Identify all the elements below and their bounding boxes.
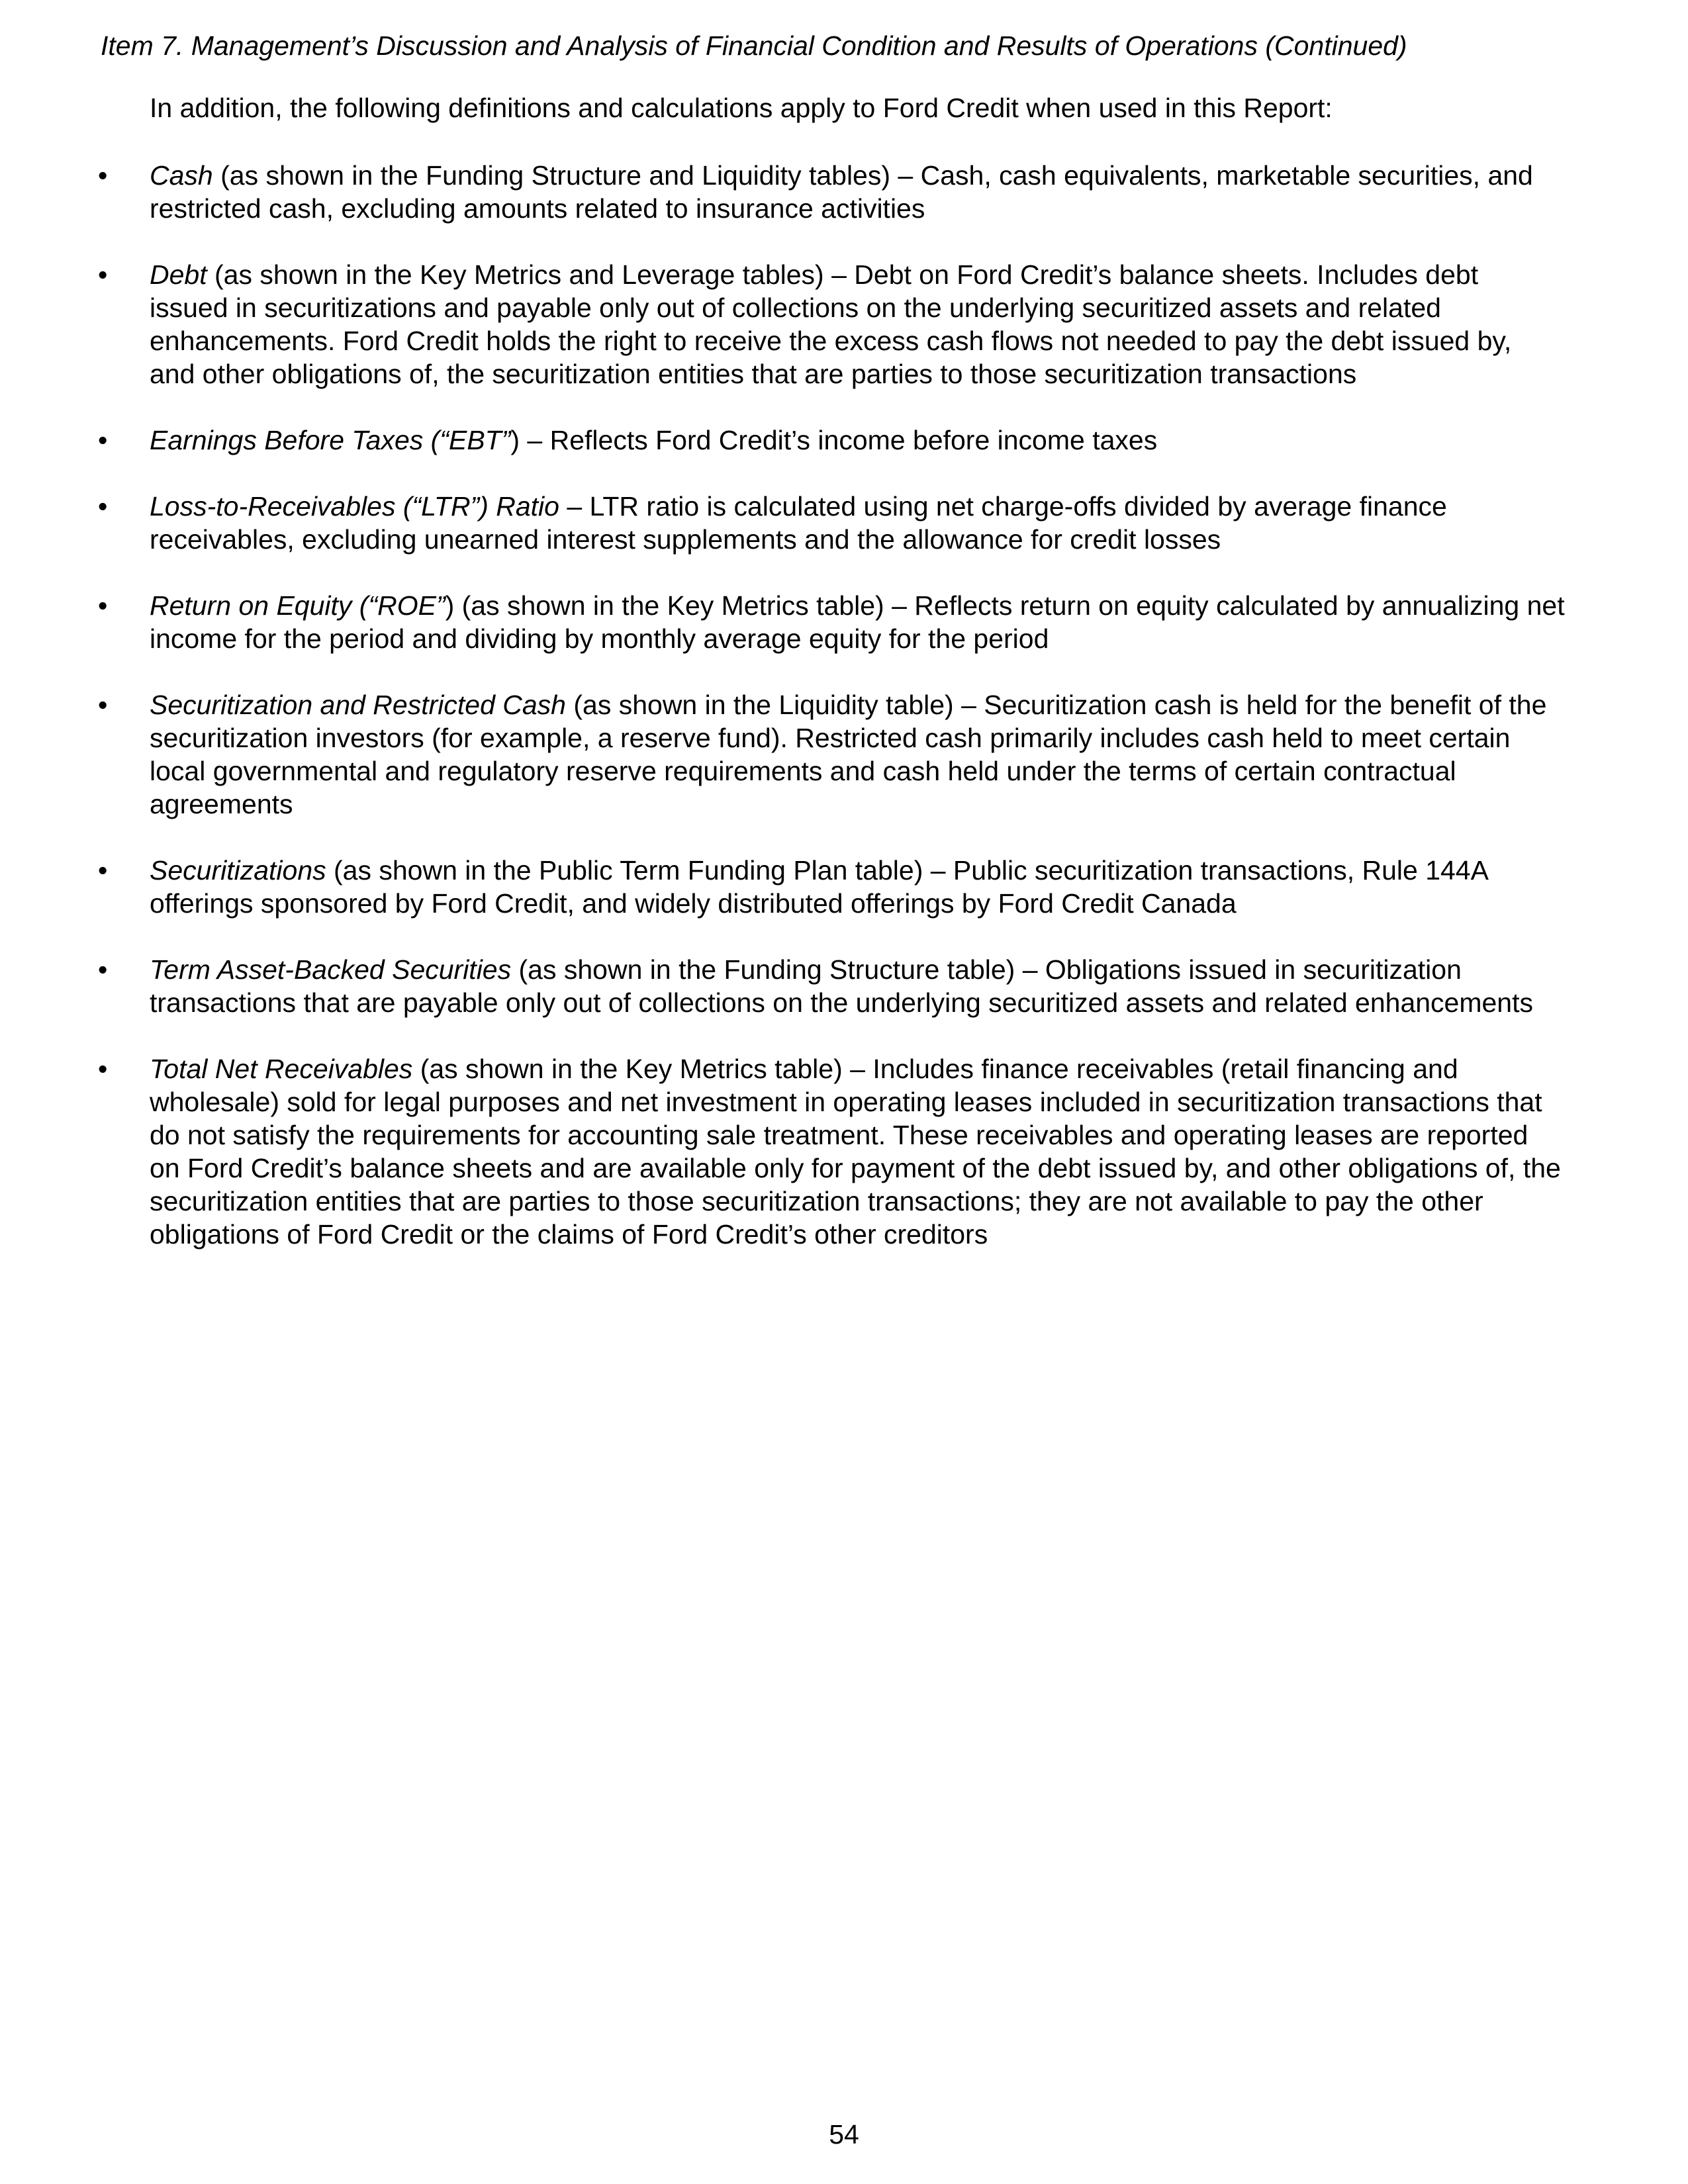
definition-continuation-line: local governmental and regulatory reserve requirements and cash held under the terms of certain contractual — [150, 756, 1456, 786]
definition-text: ) – Reflects Ford Credit’s income before income taxes — [510, 425, 1158, 455]
bullet-marker: • — [98, 855, 108, 886]
definition-first-line — [150, 688, 1606, 721]
definition-item — [0, 159, 1606, 225]
bullet-marker: • — [98, 491, 108, 522]
definition-term: Term Asset-Backed Securities — [150, 954, 512, 985]
definition-continuation-line: issued in securitizations and payable only out of collections on the underlying securitized assets and related — [150, 293, 1441, 323]
definition-continuation-line: do not satisfy the requirements for accounting sale treatment. These receivables and operating leases are reported — [150, 1120, 1528, 1150]
definition-first-line — [150, 258, 1606, 291]
definition-continuation-line: receivables, excluding unearned interest supplements and the allowance for credit losses — [150, 524, 1221, 555]
definition-item — [0, 258, 1606, 390]
definition-text: (as shown in the Liquidity table) – Securitization cash is held for the benefit of the — [565, 690, 1547, 720]
definition-continuation-line: securitization investors (for example, a reserve fund). Restricted cash primarily includes cash held to meet certain — [150, 723, 1511, 753]
definition-continuation-line: agreements — [150, 789, 293, 819]
definition-term: Loss-to-Receivables (“LTR”) Ratio — [150, 491, 559, 522]
bullet-marker: • — [98, 425, 108, 455]
bullet-marker: • — [98, 690, 108, 720]
intro-paragraph: In addition, the following definitions and calculations apply to Ford Credit when used in this Report: — [150, 93, 1333, 123]
definition-continuation-line: and other obligations of, the securitization entities that are parties to those securitization transactions — [150, 359, 1357, 389]
definition-term: Earnings Before Taxes (“EBT” — [150, 425, 511, 455]
definition-continuation-line: restricted cash, excluding amounts related to insurance activities — [150, 193, 925, 224]
bullet-marker: • — [98, 160, 108, 191]
definition-term: Securitizations — [150, 855, 326, 886]
definition-term: Total Net Receivables — [150, 1054, 413, 1084]
definition-text: – LTR ratio is calculated using net charge-offs divided by average finance — [559, 491, 1447, 522]
definition-continuation-line: wholesale) sold for legal purposes and net investment in operating leases included in securitization transactions that — [150, 1087, 1542, 1117]
bullet-marker: • — [98, 259, 108, 290]
definition-term: Debt — [150, 259, 207, 290]
definition-item — [0, 490, 1606, 556]
definition-item — [0, 854, 1606, 920]
definition-first-line — [150, 953, 1606, 986]
definition-list — [0, 159, 1688, 1284]
definition-text: (as shown in the Public Term Funding Plan table) – Public securitization transactions, Rule 144A — [326, 855, 1489, 886]
definition-continuation-line: transactions that are payable only out of collections on the underlying securitized assets and related enhancements — [150, 987, 1533, 1018]
definition-text: (as shown in the Key Metrics table) – Includes finance receivables (retail financing and — [412, 1054, 1458, 1084]
definition-continuation-line: securitization entities that are parties to those securitization transactions; they are not available to pay the other — [150, 1186, 1483, 1216]
definition-text: (as shown in the Key Metrics and Leverage tables) – Debt on Ford Credit’s balance sheets. Includes debt — [207, 259, 1479, 290]
definition-item — [0, 953, 1606, 1019]
definition-continuation-line: income for the period and dividing by monthly average equity for the period — [150, 623, 1049, 654]
definition-item — [0, 424, 1606, 457]
definition-term: Securitization and Restricted Cash — [150, 690, 566, 720]
definition-first-line — [150, 854, 1606, 887]
definition-item — [0, 1052, 1606, 1251]
definition-first-line — [150, 589, 1606, 622]
definition-first-line — [150, 424, 1606, 457]
definition-continuation-line: on Ford Credit’s balance sheets and are available only for payment of the debt issued by, and other obligations of, the — [150, 1153, 1561, 1183]
bullet-marker: • — [98, 590, 108, 621]
definition-continuation-line: enhancements. Ford Credit holds the right to receive the excess cash flows not needed to pay the debt issued by, — [150, 326, 1512, 356]
definition-continuation-line: obligations of Ford Credit or the claims of Ford Credit’s other creditors — [150, 1219, 988, 1250]
definition-term: Cash — [150, 160, 213, 191]
definition-first-line — [150, 1052, 1606, 1085]
definition-item — [0, 589, 1606, 655]
definition-first-line — [150, 159, 1606, 192]
definition-continuation-line: offerings sponsored by Ford Credit, and widely distributed offerings by Ford Credit Canada — [150, 888, 1237, 919]
definition-first-line — [150, 490, 1606, 523]
definition-item — [0, 688, 1606, 821]
bullet-marker: • — [98, 954, 108, 985]
bullet-marker: • — [98, 1054, 108, 1084]
definition-term: Return on Equity (“ROE” — [150, 590, 445, 621]
page-header: Item 7. Management’s Discussion and Analysis of Financial Condition and Results of Operations (Continued) — [101, 30, 1407, 61]
definition-text: (as shown in the Funding Structure and Liquidity tables) – Cash, cash equivalents, marketable securities, and — [212, 160, 1533, 191]
definition-text: ) (as shown in the Key Metrics table) – Reflects return on equity calculated by annualizing net — [445, 590, 1565, 621]
definition-text: (as shown in the Funding Structure table) – Obligations issued in securitization — [511, 954, 1462, 985]
page-number: 54 — [829, 2119, 859, 2150]
